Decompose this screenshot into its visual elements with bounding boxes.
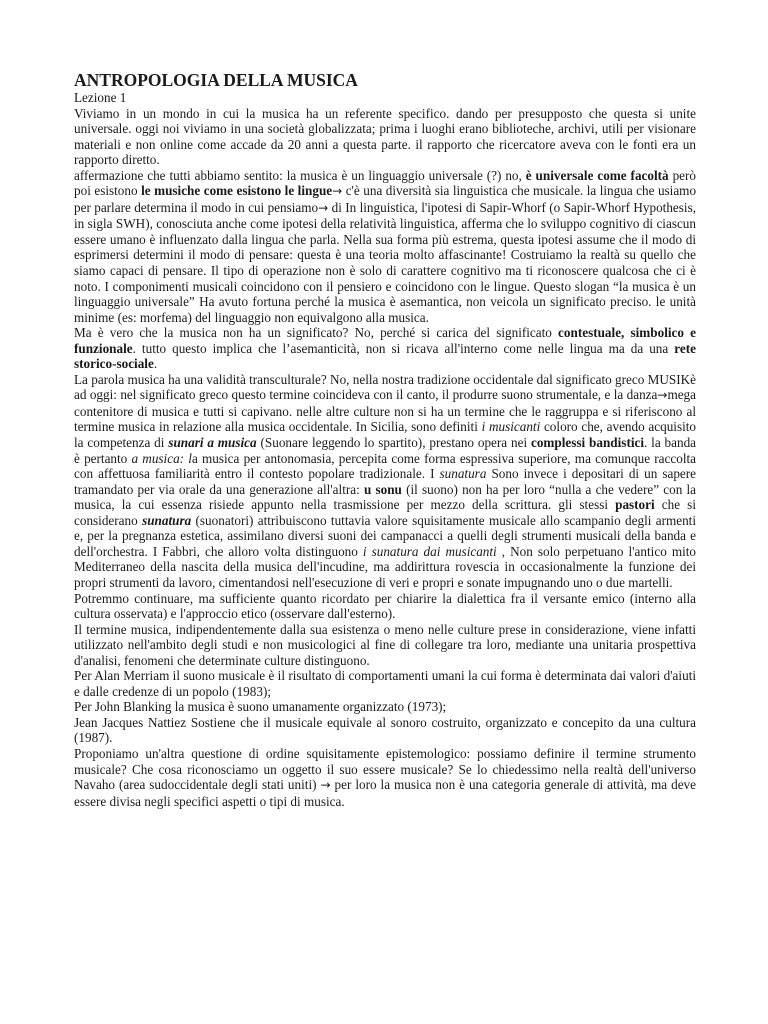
- bold-italic-span: sunatura: [142, 512, 192, 528]
- text-span: mega contenitore di musica e tutti si capivano. nelle altre culture non si ha un termine che le raggruppa e si riferiscono al termine musica in relazione alla musica occidentale. In Sicilia, sono definiti: [74, 387, 696, 435]
- text-span: c'è una diversità sia linguistica che musicale. la lingua che usiamo per parlare determina il modo in cui pensiamo: [74, 183, 697, 215]
- arrow-icon: →: [332, 184, 343, 199]
- paragraph-3: [74, 325, 696, 372]
- document-page: [74, 70, 696, 809]
- paragraph-4: [74, 372, 696, 591]
- text-span: (Suonare leggendo lo spartito), prestano opera nei: [260, 435, 528, 451]
- paragraph-2: [74, 168, 696, 325]
- text-span: affermazione che tutti abbiamo sentito: la musica è un linguaggio universale (?) no,: [74, 167, 522, 183]
- text-span: a musica per antonomasia, percepita come forma espressiva superiore, ma comunque raccolta con affettuosa familiarità entro il contesto popolare tradizionale. I: [74, 450, 697, 482]
- text-span: . tutto questo implica che l’asemanticità, non si ricava all'interno come nelle lingua ma da una: [132, 340, 669, 356]
- italic-span: a musica: l: [131, 450, 192, 466]
- paragraph-10: [74, 746, 696, 809]
- text-span: Potremmo continuare, ma sufficiente quanto ricordato per chiarire la dialettica fra il versante emico (interno alla cultura osservata) e l'approccio etico (osservare dall'esterno).: [74, 590, 696, 622]
- paragraph-9: [74, 715, 696, 746]
- lesson-heading: Lezione 1: [74, 90, 127, 105]
- text-span: Jean Jacques Nattiez Sostiene che il musicale equivale al sonoro costruito, organizzato e concepito da una cultura (1987).: [74, 714, 696, 746]
- paragraph-7: [74, 668, 696, 699]
- italic-span: i sunatura dai musicanti: [362, 543, 497, 559]
- bold-italic-span: sunari a musica: [168, 435, 257, 451]
- text-span: di In linguistica, l'ipotesi di Sapir-Whorf (o Sapir-Whorf Hypothesis, in sigla SWH), conosciuta anche come ipotesi della relatività linguistica, afferma che lo sviluppo cognitivo di ciascun essere umano è influenzato dalla lingua che parla. Nella sua forma più estrema, questa ipotesi assume che il modo di esprimersi determini il modo di pensare: questa è una teoria molto affascinante! Costruiamo la realtà su quello che siamo capaci di pensare. Il tipo di operazione non è solo di carattere cognitivo ma ti riconoscere qualcosa che ci è noto. I componimenti musicali coincidono con il pensiero e coincidono con le lingue. Questo slogan “la musica è un linguaggio universale” Ha avuto fortuna perché la musica è asemantica, non veicola un significato preciso. le unità minime (es: morfema) del linguaggio non equivalgono alla musica.: [74, 199, 696, 325]
- arrow-icon: →: [318, 200, 329, 215]
- text-span: coloro che, avendo acquisito la competenza di: [74, 419, 697, 451]
- text-span: Per John Blanking la musica è suono umanamente organizzato (1973);: [74, 699, 447, 715]
- text-span: (il suono) non ha per loro “nulla a che vedere” con la musica, la cui essenza risiede appunto nella trasmissione per mezzo della scrittura. gli stessi: [74, 481, 696, 513]
- text-span: Ma è vero che la musica non ha un significato? No, perché si carica del significato: [74, 325, 552, 341]
- text-span: .: [153, 356, 158, 372]
- document-title: ANTROPOLOGIA DELLA MUSICA: [74, 70, 358, 90]
- arrow-icon: →: [320, 778, 331, 793]
- italic-span: i musicanti: [481, 419, 541, 435]
- text-span: però poi esistono: [74, 167, 697, 199]
- bold-span: pastori: [615, 497, 655, 513]
- italic-span: sunatura: [439, 466, 487, 482]
- paragraph-6: [74, 622, 696, 669]
- text-span: La parola musica ha una validità transculturale? No, nella nostra tradizione occidentale dal significato greco MUSIKè ad oggi: nel significato greco questo termine coincideva con il canto, il produrre suono strumentale, e la danza: [74, 371, 696, 403]
- text-span: per loro la musica non è una categoria generale di attività, ma deve essere divisa negli specifici aspetti o tipi di musica.: [74, 777, 696, 809]
- text-span: Sono invece i depositari di un sapere tramandato per via orale da una generazione all'altra:: [74, 466, 697, 497]
- paragraph-5: [74, 591, 696, 622]
- paragraph-1: [74, 106, 696, 168]
- text-span: , Non solo perpetuano l'antico mito Mediterraneo della nascita della musica dell'incudine, ma addirittura rovescia in occasionalmente la funzione dei propri strumenti da lavoro, cimentandosi nell'esecuzione di veri e propri e sonate impugnando uno o due martelli.: [74, 543, 697, 590]
- paragraph-8: [74, 699, 696, 715]
- bold-span: complessi bandistici: [530, 435, 645, 451]
- text-span: Proponiamo un'altra questione di ordine squisitamente epistemologico: possiamo definire il termine strumento musicale? Che cosa riconosciamo un oggetto il suo essere musicale? Se lo chiedessimo nella realtà dell'universo Navaho (area sudoccidentale degli stati uniti): [74, 745, 696, 793]
- bold-span: è universale come facoltà: [525, 167, 669, 183]
- text-span: (suonatori) attribuiscono tuttavia valore squisitamente musicale allo scampanio degli armenti e, per la pregnanza estetica, assimilano diversi suoni dei campanacci a quelli degli strumenti musicali della banda e dell'orchestra. I Fabbri, che alloro volta distinguono: [74, 512, 697, 559]
- text-span: Il termine musica, indipendentemente dalla sua esistenza o meno nelle culture prese in considerazione, viene infatti utilizzato nell'ambito degli studi e non musicologici al fine di collegare tra loro, mediante una unitaria prospettiva d'analisi, fenomeni che determinate culture distinguono.: [74, 621, 696, 668]
- bold-span: rete storico-sociale: [74, 340, 696, 372]
- bold-span: contestuale, simbolico e funzionale: [74, 325, 696, 356]
- text-span: che si considerano: [74, 497, 696, 528]
- bold-span: u sonu: [363, 481, 402, 497]
- bold-span: le musiche come esistono le lingue: [141, 183, 333, 199]
- text-span: Viviamo in un mondo in cui la musica ha un referente specifico. dando per presupposto che questa si unite universale. oggi noi viviamo in una società globalizzata; prima i luoghi erano biblioteche, archivi, utili per visionare materiali e non online come accade da 20 anni a questa parte. il rapporto che ricercatore aveva con le fonti era un rapporto diretto.: [74, 105, 696, 168]
- text-span: Per Alan Merriam il suono musicale è il risultato di comportamenti umani la cui forma è determinata dai valori d'aiuti e dalle credenze di un popolo (1983);: [74, 668, 696, 699]
- text-span: . la banda è pertanto: [74, 435, 697, 466]
- arrow-icon: →: [657, 388, 668, 403]
